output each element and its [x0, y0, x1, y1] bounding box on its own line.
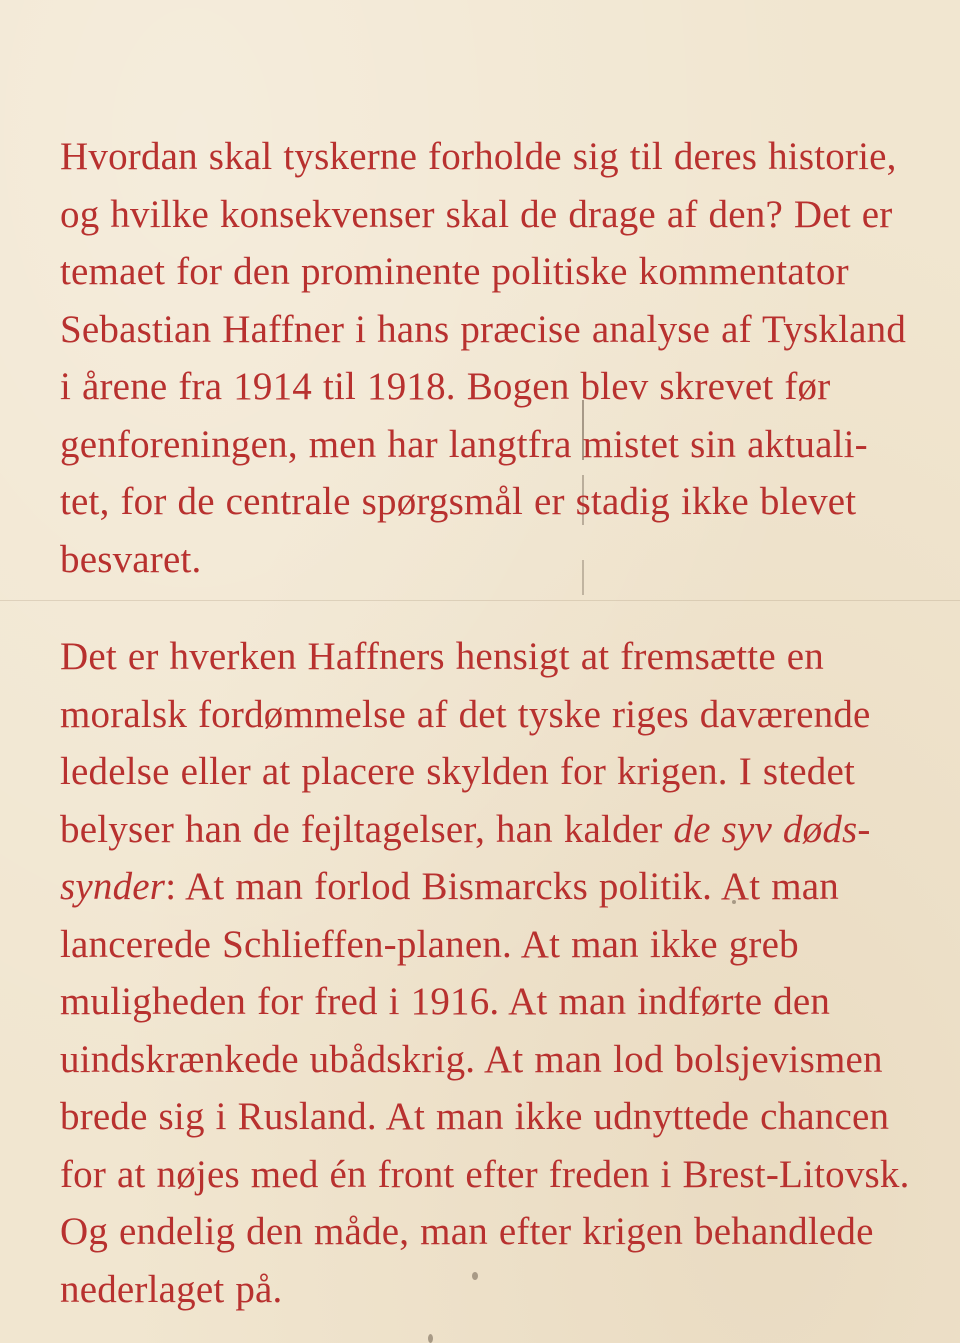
- text-line: ledelse eller at placere skylden for krigen. I stedet: [60, 750, 856, 793]
- text-line: uindskrænkede ubådskrig. At man lod bolsjevismen: [60, 1037, 883, 1081]
- text-segment: belyser han de fejltagelser, han kalder: [60, 807, 674, 851]
- text-segment: : At man forlod Bismarcks politik. At man: [165, 865, 840, 908]
- book-phrase-italic: de syv døds-: [673, 807, 871, 851]
- paper-fold-line: [0, 600, 960, 601]
- text-line: Og endelig den måde, man efter krigen behandlede: [60, 1210, 874, 1253]
- text-line: lancerede Schlieffen-planen. At man ikke greb: [60, 922, 799, 966]
- text-line: og hvilke konsekvenser skal de drage af den? Det er: [60, 192, 893, 236]
- text-line: tet, for de centrale spørgsmål er stadig ikke blevet: [60, 480, 857, 523]
- text-line: [60, 801, 920, 859]
- text-line: besvaret.: [60, 537, 202, 581]
- text-line: muligheden for fred i 1916. At man indførte den: [60, 980, 831, 1023]
- text-line: moralsk fordømmelse af det tyske riges daværende: [60, 692, 871, 736]
- text-line: for at nøjes med én front efter freden i Brest-Litovsk.: [60, 1152, 910, 1196]
- text-line: Det er hverken Haffners hensigt at fremsætte en: [60, 635, 824, 678]
- text-line: nederlaget på.: [60, 1267, 283, 1311]
- text-line: Hvordan skal tyskerne forholde sig til deres historie,: [60, 135, 897, 178]
- text-line: i årene fra 1914 til 1918. Bogen blev skrevet før: [60, 365, 831, 408]
- text-line: Sebastian Haffner i hans præcise analyse af Tyskland: [60, 307, 907, 351]
- book-phrase-italic: synder: [60, 865, 166, 908]
- text-line: genforeningen, men har langtfra mistet sin aktuali-: [60, 422, 868, 466]
- text-line: temaet for den prominente politiske kommentator: [60, 250, 849, 293]
- blurb-paragraph-2: [60, 628, 920, 1318]
- text-line: brede sig i Rusland. At man ikke udnyttede chancen: [60, 1095, 890, 1138]
- text-line: [60, 858, 920, 916]
- blurb-paragraph-1: [60, 128, 920, 588]
- dust-speck: [428, 1334, 433, 1343]
